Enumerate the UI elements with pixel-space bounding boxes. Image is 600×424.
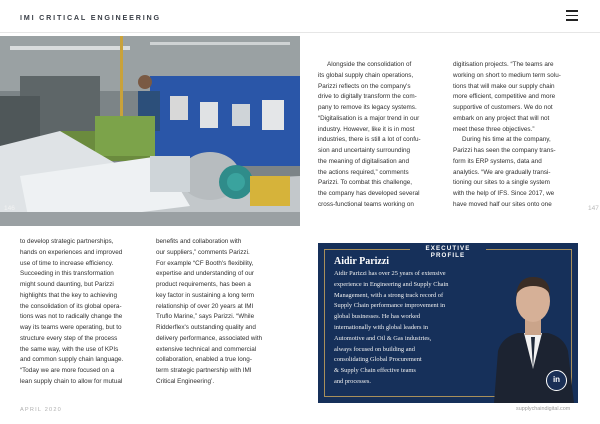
article-column-right-2: digitisation projects. “The teams are working on short to medium term solu- tions that will make our supply chain more efficient, competitive and more supportive of customers. We do not embark on any project that will not meet these three objectives.” During his time at the company, Parizzi has seen the company trans- form its ERP systems, data and analytics. “We are gradually transi- tioning our sites to a single system with the help of IFS. Since 2017, we have moved half our sites onto one <box>453 61 561 208</box>
brand-title: IMI CRITICAL ENGINEERING <box>20 13 161 22</box>
profile-name: Aidir Parizzi <box>334 256 390 267</box>
profile-bio: Aidir Parizzi has over 25 years of extensive experience in Engineering and Supply Chain Management, with a strong track record of Supply Chain performance improvement in global businesses. He has worked internationally with global leaders in Automotive and Oil & Gas industries, always focused on building and consolidating Global Procurement & Supply Chain effective teams and processes. <box>334 270 449 385</box>
executive-profile-box <box>318 243 578 403</box>
hamburger-menu-icon[interactable] <box>563 7 581 23</box>
article-column-right-1: Alongside the consolidation of its global supply chain operations, Parizzi reflects on the company's drive to digitally transform the com- pany to remove its legacy systems. “Digitalisation is a major trend in our industry. However, like it is in most industries, there is still a lot of confu- sion and uncertainty surrounding the meaning of digitalisation and the actions required,” comments Parizzi. To combat this challenge, the company has developed several cross-functional teams working on <box>318 61 421 208</box>
profile-frame-top-right <box>486 249 572 250</box>
article-column-left-1: to develop strategic partnerships, hands on experiences and improved use of time to increase efficiency. Succeeding in this transformation might sound daunting, but Parizzi highlights that the key to achieving the consolidation of its global opera- tions was not to radically change the way its teams were operating, but to structure every step of the process the same way, with the use of KPIs and common supply chain language. “Today we are more focused on a lean supply chain to allow for mutual <box>20 238 124 385</box>
factory-photo <box>0 36 300 226</box>
page-number-left: 146 <box>4 205 15 212</box>
footer-date: APRIL 2020 <box>20 407 62 413</box>
footer-site[interactable]: supplychaindigital.com <box>516 406 571 412</box>
page-number-right: 147 <box>588 205 599 212</box>
article-column-left-2: benefits and collaboration with our suppliers,” comments Parizzi. For example “CF Booth's flexibility, expertise and understanding of our product requirements, has been a key factor in sustaining a long term relationship of over 20 years at IMI Truflo Marine,” says Parizzi. “While Ridderflex's outstanding quality and delivery performance, associated with extensive technical and commercial collaboration, enabled a true long- term strategic partnership with IMI Critical Engineering’. <box>156 238 263 385</box>
linkedin-icon[interactable]: in <box>546 370 567 391</box>
profile-tag: EXECUTIVE PROFILE <box>425 245 471 259</box>
profile-frame-top-left <box>324 249 410 250</box>
top-bar <box>0 0 600 33</box>
